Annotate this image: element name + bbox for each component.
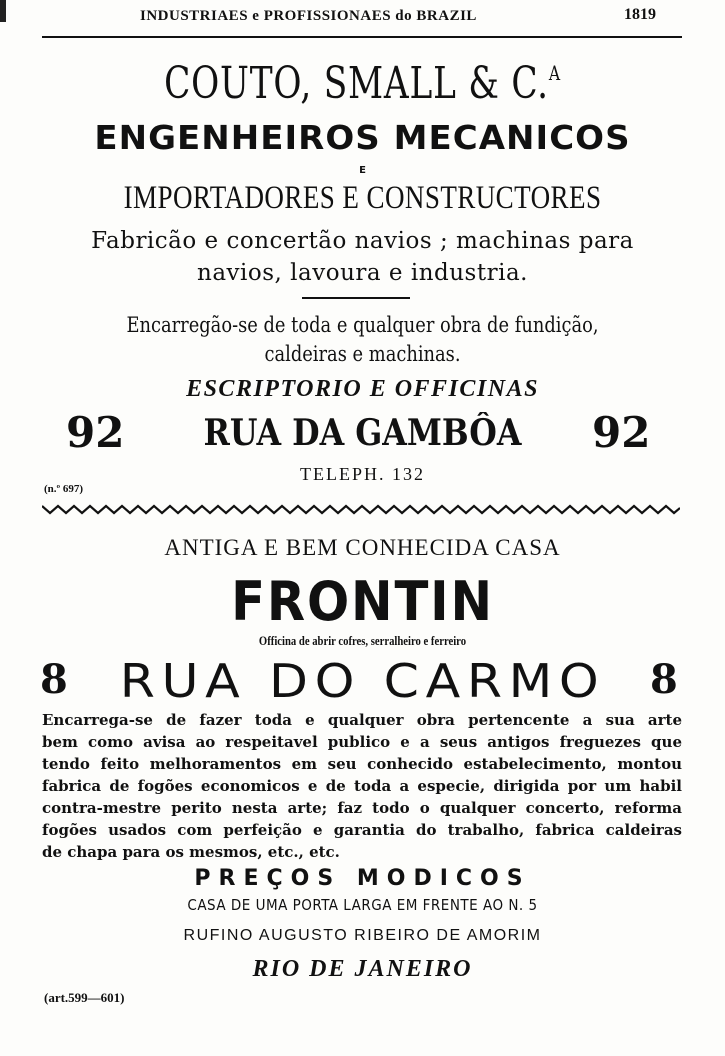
street-address: RUA DO CARMO <box>119 654 606 708</box>
trade-description: Officina de abrir cofres, serralheiro e ferreiro <box>258 633 467 648</box>
services-line-1: Fabricão e concertão navios ; machinas para <box>91 228 634 254</box>
body-line: de chapa para os mesmos, etc., etc. <box>42 843 340 861</box>
ad-reference: (n.º 697) <box>44 483 84 495</box>
header-rule <box>42 36 682 38</box>
body-line: fogões usados com perfeição e garantia do trabalho, fabrica caldeiras <box>42 821 682 839</box>
zigzag-divider <box>42 502 680 516</box>
street-number-right: 92 <box>592 408 651 457</box>
works-line-2: caldeiras e machinas. <box>264 342 461 366</box>
subtitle: IMPORTADORES E CONSTRUCTORES <box>123 180 602 216</box>
body-line: fabrica de fogões economicos e de toda a especie, dirigida por um habil <box>42 777 682 795</box>
address-note: CASA DE UMA PORTA LARGA EM FRENTE AO N. 5 <box>187 896 538 914</box>
city: RIO DE JANEIRO <box>252 956 473 982</box>
offices-heading: ESCRIPTORIO E OFFICINAS <box>186 376 539 402</box>
works-line-1: Encarregão-se de toda e qualquer obra de fundição, <box>126 313 599 337</box>
running-header-title: INDUSTRIAES e PROFISSIONAES do BRAZIL <box>140 8 477 24</box>
company-name: COUTO, SMALL & C.$^A$ <box>164 58 561 109</box>
owner-name: RUFINO AUGUSTO RIBEIRO DE AMORIM <box>183 927 542 944</box>
services-line-2: navios, lavoura e industria. <box>197 260 528 286</box>
page-edge-mark <box>0 0 6 22</box>
tagline: ANTIGA E BEM CONHECIDA CASA <box>164 535 561 560</box>
street-address: RUA DA GAMBÔA <box>203 412 522 454</box>
conjunction: E <box>359 165 366 176</box>
body-line: contra-mestre perito nesta arte; faz todo o qualquer concerto, reforma <box>42 799 682 817</box>
telephone: TELEPH. 132 <box>300 464 425 484</box>
shop-name: FRONTIN <box>231 570 494 633</box>
body-line: bem como avisa ao respeitavel publico e a seus antigos freguezes que <box>42 733 682 751</box>
prices-heading: PREÇOS MODICOS <box>194 866 531 891</box>
body-line: Encarrega-se de fazer toda e qualquer obra pertencente a sua arte <box>42 711 682 729</box>
profession-heading: ENGENHEIROS MECANICOS <box>94 118 631 157</box>
street-number-left: 92 <box>66 408 125 457</box>
street-number-left: 8 <box>40 656 68 703</box>
body-line: tendo feito melhoramentos em seu conhecido estabelecimento, montou <box>42 755 682 773</box>
street-number-right: 8 <box>650 656 678 703</box>
section-rule <box>302 297 410 299</box>
page-number: 1819 <box>624 6 656 23</box>
ad-reference: (art.599—601) <box>44 990 125 1005</box>
company-superscript: A <box>548 61 561 85</box>
